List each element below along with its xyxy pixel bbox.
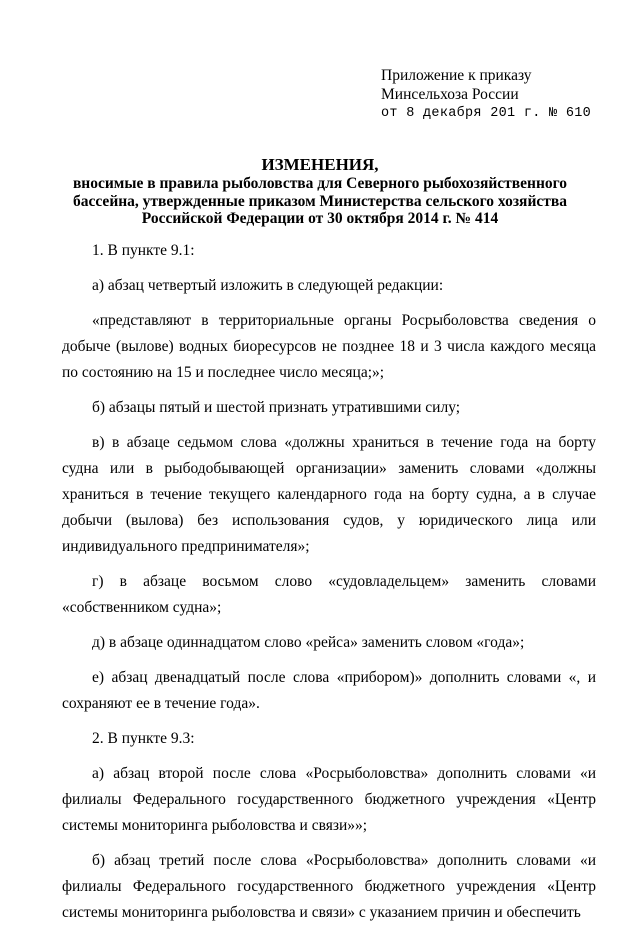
paragraph-item-1: 1. В пункте 9.1: — [92, 242, 195, 259]
document-title-block — [60, 155, 580, 228]
document-title: ИЗМЕНЕНИЯ, — [261, 155, 379, 174]
paragraph-item-1g: г) в абзаце восьмом слово «судовладельцем» заменить словами «собственником судна»; — [62, 573, 596, 616]
paragraph-item-2: 2. В пункте 9.3: — [92, 730, 195, 747]
appendix-date: 8 декабря 201 г. № 610 — [406, 106, 592, 121]
paragraph-item-1d: д) в абзаце одиннадцатом слово «рейса» заменить словом «года»; — [92, 634, 525, 651]
document-subtitle: вносимые в правила рыболовства для Северного рыбохозяйственного бассейна, утвержденные приказом Министерства сельского хозяйства Российской Федерации от 30 октября 2014 г. № 414 — [72, 175, 568, 227]
paragraph-item-2b: б) абзац третий после слова «Росрыболовства» дополнить словами «и филиалы Федерального государственного бюджетного учреждения «Центр системы мониторинга рыболовства и связи» с указанием причин и обеспечить — [62, 852, 596, 921]
paragraph-quote-1a: «представляют в территориальные органы Росрыболовства сведения о добыче (вылове) водных биоресурсов не позднее 18 и 3 числа каждого месяца по состоянию на 15 и последнее число месяца;»; — [62, 312, 596, 381]
paragraph-item-2a: а) абзац второй после слова «Росрыболовства» дополнить словами «и филиалы Федерального государственного бюджетного учреждения «Центр системы мониторинга рыболовства и связи»»; — [62, 765, 596, 834]
paragraph-item-1e: е) абзац двенадцатый после слова «прибором)» дополнить словами «, и сохраняют ее в течение года». — [62, 669, 596, 712]
appendix-header — [381, 66, 591, 123]
appendix-date-prefix: от — [381, 106, 398, 121]
appendix-line-1: Приложение к приказу — [381, 67, 532, 84]
appendix-line-2: Минсельхоза России — [381, 86, 519, 103]
appendix-date-line — [381, 104, 591, 123]
paragraph-item-1a: а) абзац четвертый изложить в следующей редакции: — [92, 277, 444, 294]
document-body — [62, 238, 596, 935]
paragraph-item-1v: в) в абзаце седьмом слова «должны храниться в течение года на борту судна или в рыбодобывающей организации» заменить словами «должны храниться в течение текущего календарного года на борту судна, а в случае добычи (вылова) без использования судов, у юридического лица или индивидуального предпринимателя»; — [62, 434, 596, 555]
paragraph-item-1b: б) абзацы пятый и шестой признать утратившими силу; — [92, 399, 461, 416]
